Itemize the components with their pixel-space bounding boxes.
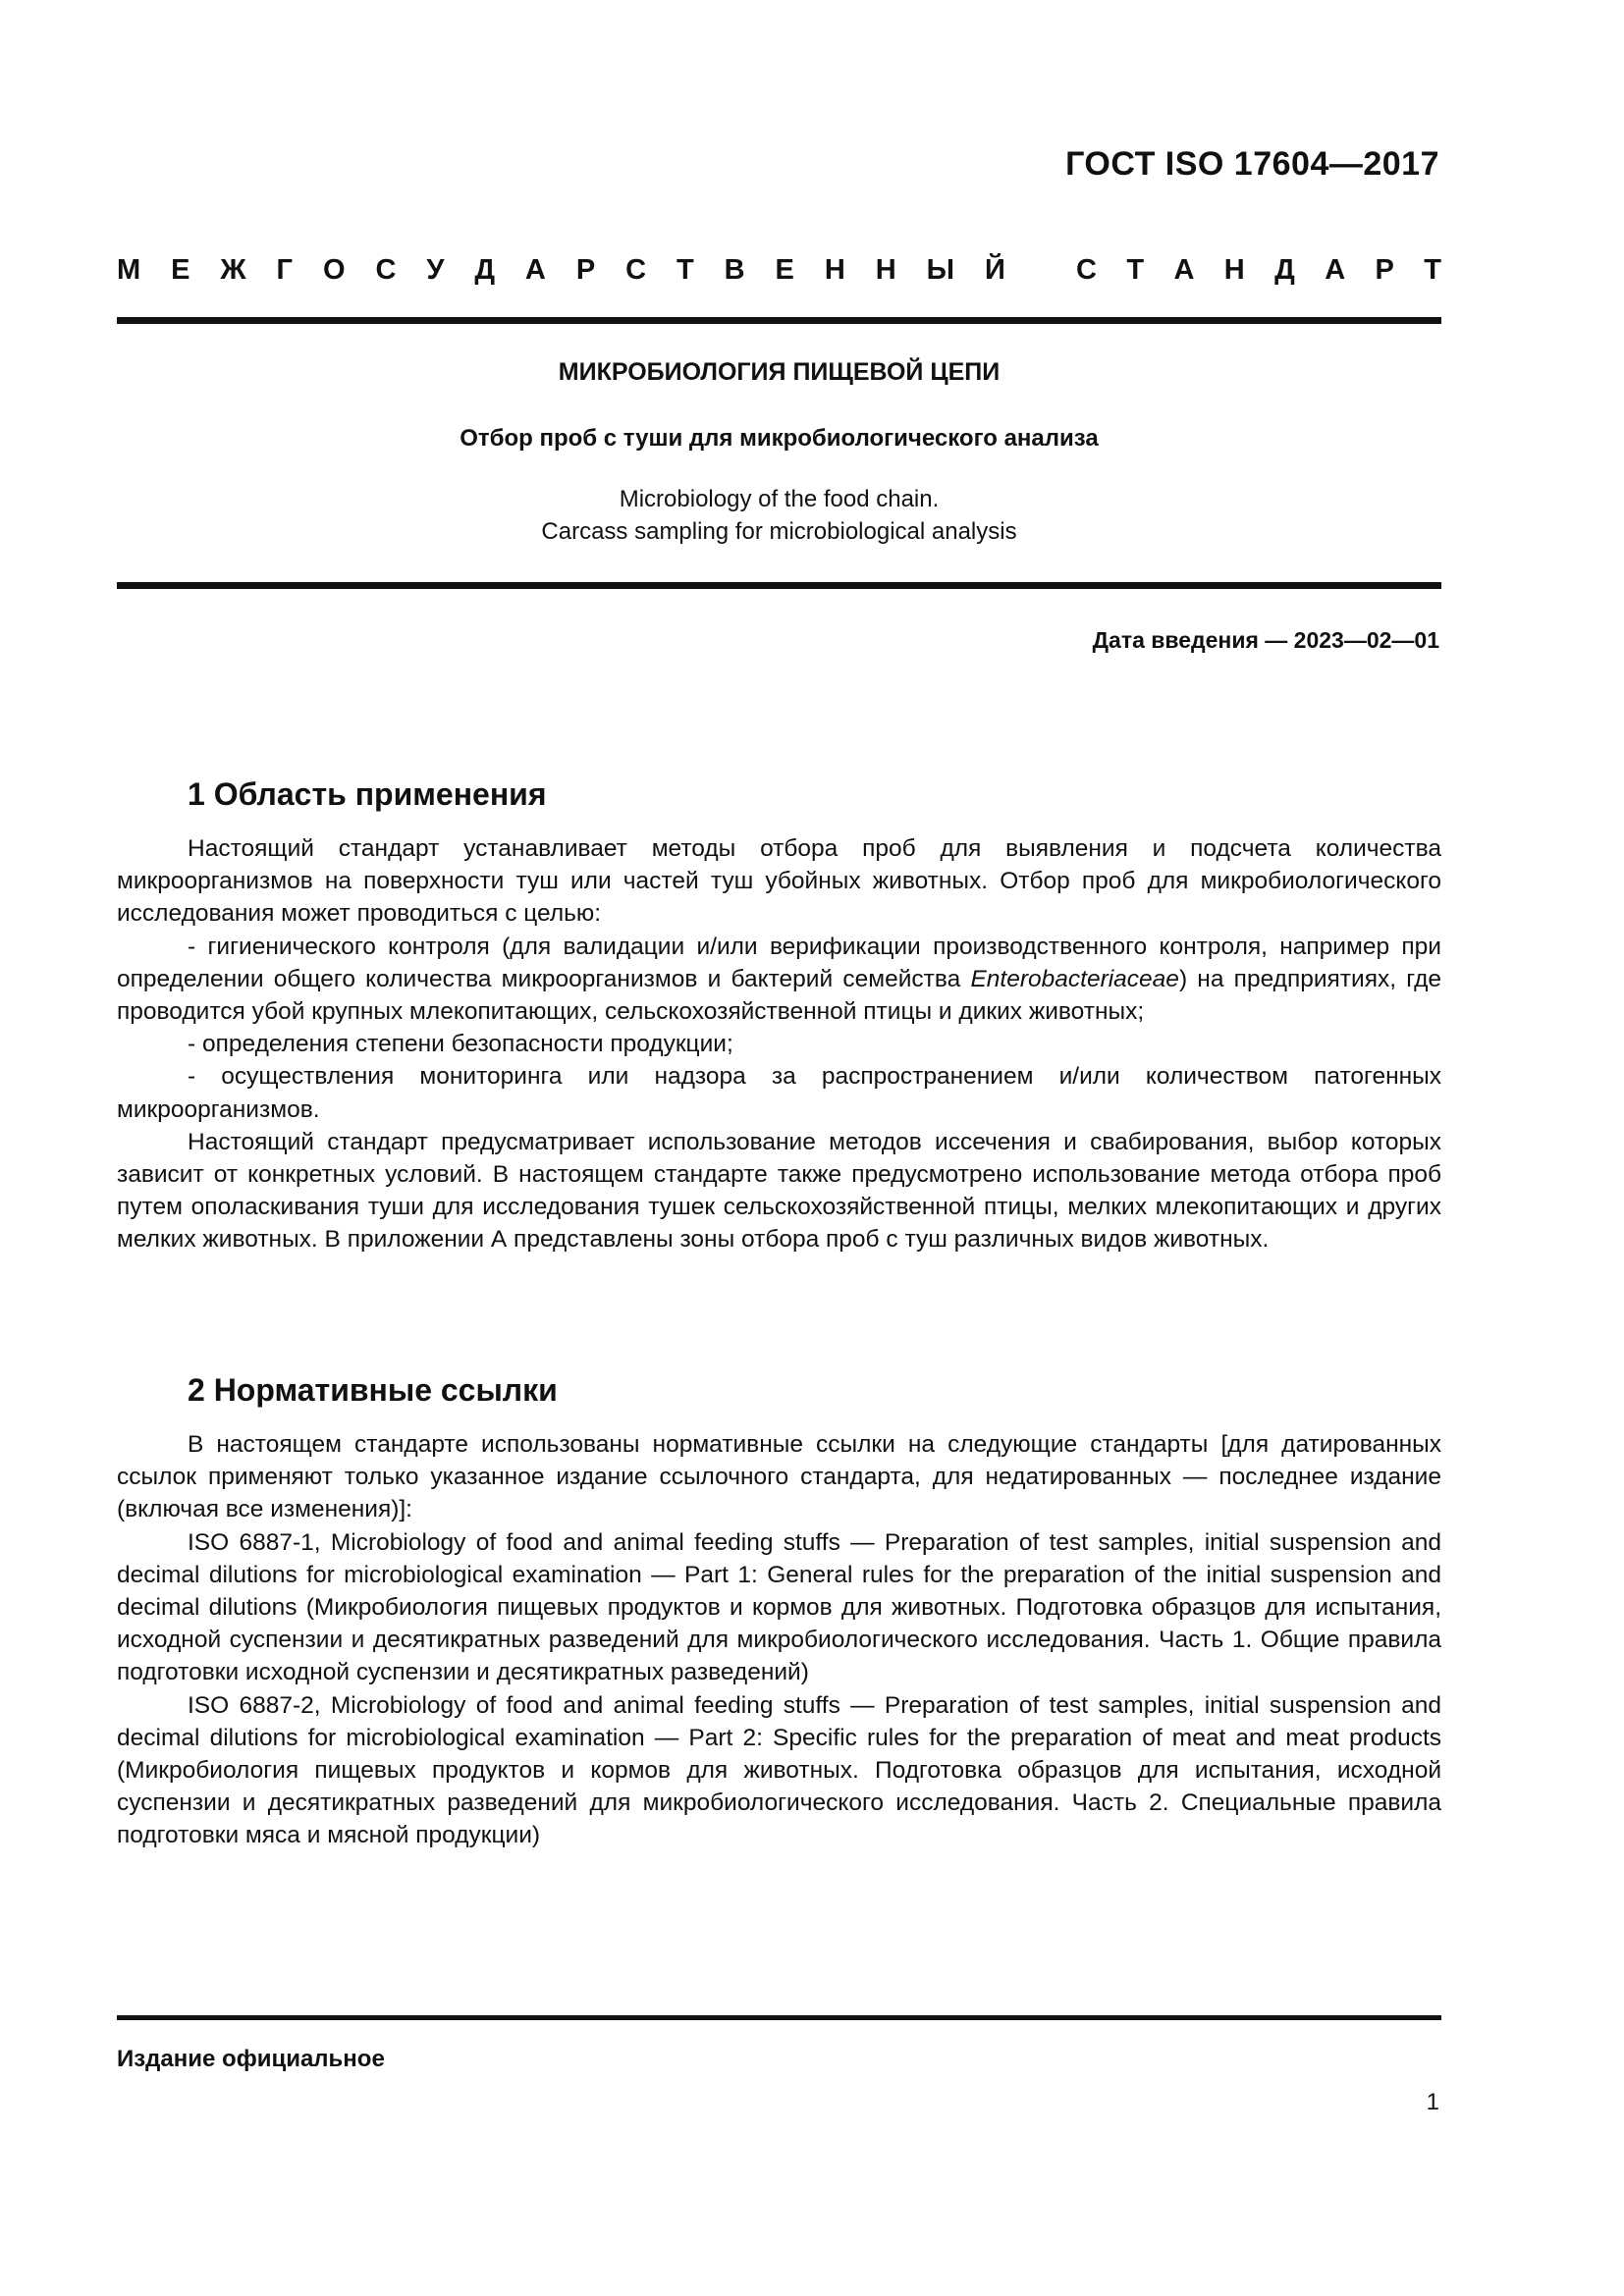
banner-letter: У [426,254,445,286]
title-divider [117,582,1441,589]
banner-letter: Т [1126,254,1145,286]
banner-letter: Т [1424,254,1441,286]
banner-letter: Г [276,254,293,286]
paragraph: Настоящий стандарт устанавливает методы отбора проб для выявления и подсчета количества микроорганизмов на поверхности туш или частей туш убойных животных. Отбор проб для микробиологического исследования может проводиться с целью: [117,835,1441,928]
banner-letter: М [117,254,141,286]
header-divider [117,317,1441,324]
banner-letter: Т [676,254,694,286]
paragraph: В настоящем стандарте использованы нормативные ссылки на следующие стандарты [для датированных ссылок применяют только указанное издание ссылочного стандарта, для недатированных — последнее издание (включая все изменения)]: [117,1431,1441,1523]
introduction-date: Дата введения — 2023—02—01 [1092,627,1439,653]
banner-letter: Е [171,254,190,286]
interstate-standard-banner [117,250,1441,290]
text-run: - гигиенического контроля (для валидации и/или верификации производственного контроля, например при определении общего количества микроорганизмов и бактерий семейства [117,933,1441,992]
list-item [117,931,1441,1029]
banner-letter: В [724,254,745,286]
banner-letter: Д [474,254,495,286]
paragraph: Настоящий стандарт предусматривает использование методов иссечения и свабирования, выбор которых зависит от конкретных условий. В настоящем стандарте также предусмотрено использование метода отбора проб путем ополаскивания туши для исследования тушек сельскохозяйственной птицы, мелких млекопитающих и других мелких животных. В приложении А представлены зоны отбора проб с туш различных видов животных. [117,1128,1441,1254]
banner-letter: А [524,254,546,286]
banner-letter: Н [824,254,845,286]
title-english [117,483,1441,548]
subtitle-russian: Отбор проб с туши для микробиологического анализа [460,425,1099,452]
list-item: - осуществления мониторинга или надзора за распространением и/или количеством патогенных микроорганизмов. [117,1063,1441,1123]
title-russian: МИКРОБИОЛОГИЯ ПИЩЕВОЙ ЦЕПИ [558,358,1001,386]
reference-item: ISO 6887-2, Microbiology of food and animal feeding stuffs — Preparation of test samples, initial suspension and decimal dilutions for microbiological examination — Part 2: Specific rules for the preparation of meat and meat products (Микробиология пищевых продуктов и кормов для животных. Подготовка образцов для испытания, исходной суспензии и десятикратных разведений для микробиологического исследования. Часть 2. Специальные правила подготовки мяса и мясной продукции) [117,1691,1441,1849]
banner-letter: Р [1375,254,1394,286]
banner-letter: А [1325,254,1346,286]
banner-letter: О [322,254,346,286]
section-heading: 1 Область применения [188,776,547,812]
banner-letter: Е [775,254,794,286]
banner-letter: Н [875,254,896,286]
banner-word-standard [1076,250,1441,290]
reference-item: ISO 6887-1, Microbiology of food and animal feeding stuffs — Preparation of test samples, initial suspension and decimal dilutions for microbiological examination — Part 1: General rules for the preparation of the initial suspension and decimal dilutions (Микробиология пищевых продуктов и кормов для животных. Подготовка образцов для испытания, исходной суспензии и десятикратных разведений для микробиологического исследования. Часть 1. Общие правила подготовки исходной суспензии и десятикратных разведений) [117,1528,1441,1686]
italic-term: Enterobacteriaceae [970,965,1179,992]
banner-letter: Н [1223,254,1245,286]
official-edition-label: Издание официальное [117,2046,385,2072]
section-normative-references [117,1369,1441,1852]
section-scope [117,774,1441,1256]
banner-word-interstate [117,250,1005,290]
banner-letter: Ы [926,254,954,286]
standard-number: ГОСТ ISO 17604—2017 [1065,145,1439,183]
text-run: ) на предприятиях, где проводится убой крупных млекопитающих, сельскохозяйственной птицы и диких животных; [117,965,1442,1026]
banner-letter: С [1076,254,1097,286]
page-number: 1 [1426,2089,1439,2115]
banner-letter: С [375,254,397,286]
banner-letter: Р [575,254,596,286]
section-heading: 2 Нормативные ссылки [188,1372,558,1408]
banner-letter: Д [1274,254,1295,286]
list-item: - определения степени безопасности продукции; [188,1031,733,1058]
banner-letter: А [1173,254,1195,286]
title-english-line-2: Carcass sampling for microbiological analysis [541,518,1017,545]
footer-divider [117,2015,1441,2020]
title-english-line-1: Microbiology of the food chain. [619,486,940,512]
banner-letter: Й [984,254,1005,286]
banner-letter: С [625,254,647,286]
banner-letter: Ж [220,254,246,286]
